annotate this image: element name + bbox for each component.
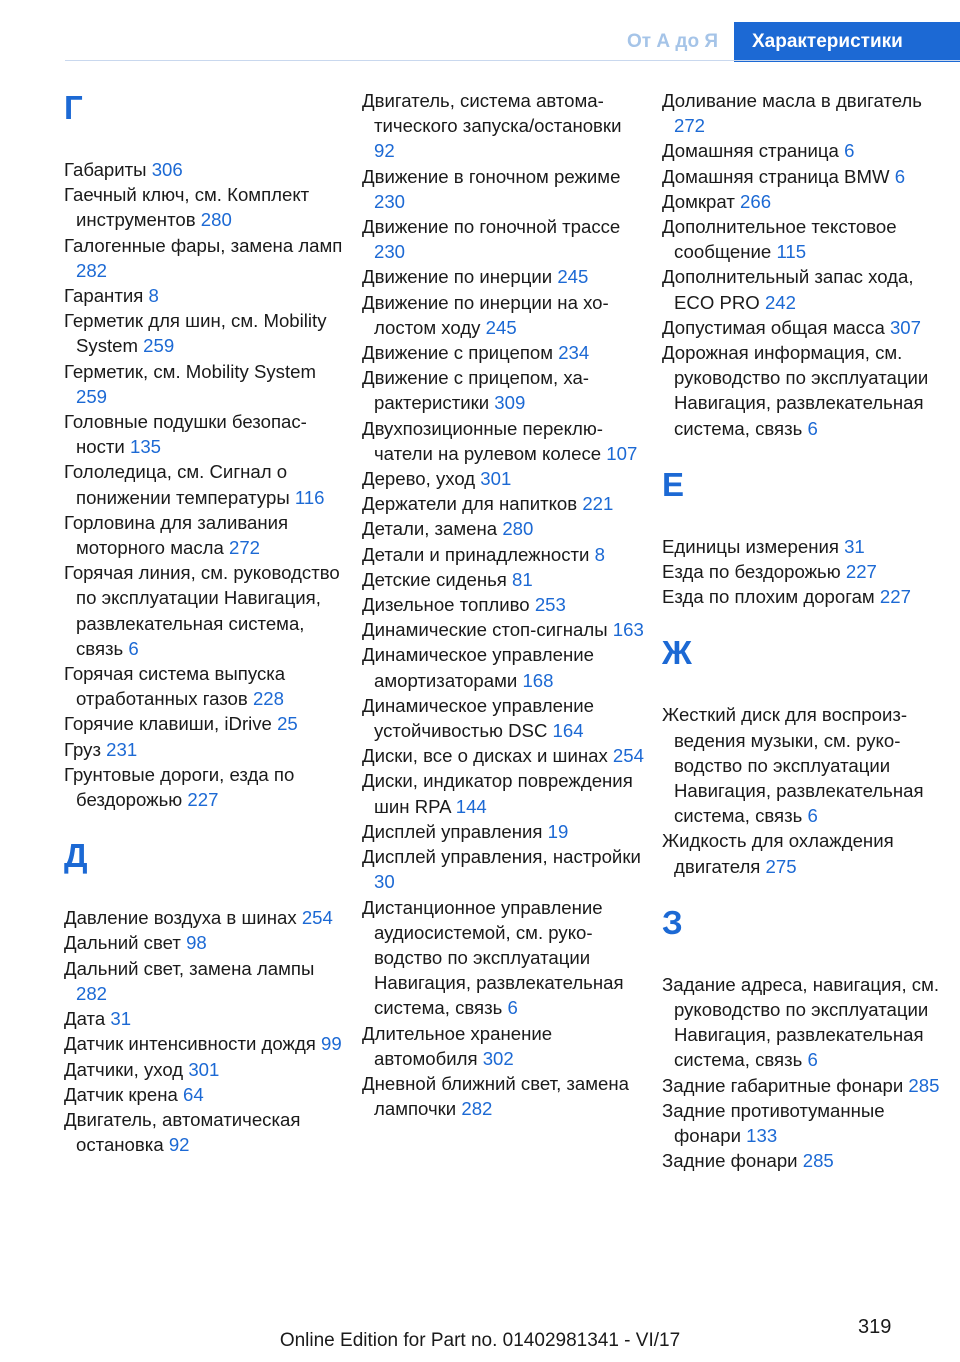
page-link[interactable]: 92 <box>374 140 395 162</box>
index-entry <box>64 233 348 283</box>
index-entry <box>362 164 646 214</box>
page-link[interactable]: 8 <box>594 543 605 565</box>
index-entry <box>662 189 946 214</box>
header-chapter-tab[interactable]: Характеристики <box>734 22 960 62</box>
index-entry <box>64 1031 348 1056</box>
page-link[interactable]: 275 <box>765 855 797 877</box>
index-entry <box>662 315 946 340</box>
index-entry-text: Галогенные фары, замена ламп <box>64 234 343 256</box>
index-entry-text: Доливание масла в двигатель <box>662 90 922 111</box>
index-entry <box>662 264 946 314</box>
index-entry <box>362 1071 646 1121</box>
index-entry-text: Дополнительный запас хода, ECO PRO <box>662 266 914 313</box>
index-entry-text: Движение в гоночном режиме <box>362 165 621 187</box>
index-entry <box>362 768 646 818</box>
index-entry <box>662 138 946 163</box>
header-section-link[interactable]: От А до Я <box>627 31 718 52</box>
index-entry-text: Гололедица, см. Сигнал о понижении температуры <box>64 461 290 508</box>
index-entry <box>64 459 348 509</box>
index-entry-text: Движение с прицепом <box>362 342 554 364</box>
section-letter: Г <box>64 89 83 126</box>
index-entry-text: Детали и принадлежности <box>362 543 590 565</box>
index-entry-text: Домкрат <box>662 190 735 212</box>
index-entry-text: Горячая линия, см. руководство по эксплуатации Навигация, развлекательная система, связь <box>64 562 340 659</box>
index-entry-text: Динамическое управление устойчивостью DSC <box>362 694 594 742</box>
index-entry-text: Дата <box>64 1008 106 1030</box>
index-entry <box>64 762 348 812</box>
index-entry-text: Дисплей управления, настройки <box>362 846 641 868</box>
index-entry <box>362 542 646 567</box>
index-entry-text: Габариты <box>64 159 147 180</box>
page-link[interactable]: 259 <box>143 335 175 357</box>
index-entry <box>64 409 348 459</box>
index-entry <box>362 617 646 642</box>
section-letter: Д <box>64 837 88 875</box>
page-link[interactable]: 230 <box>374 190 406 212</box>
index-entry <box>64 359 348 409</box>
page-link[interactable]: 245 <box>557 266 589 288</box>
index-entry-text: Дерево, уход <box>362 468 476 490</box>
index-entry-text: Давление воздуха в шинах <box>64 907 297 929</box>
index-entry <box>662 214 946 264</box>
page-link[interactable]: 6 <box>807 417 818 439</box>
index-entry <box>362 340 646 365</box>
index-entry <box>662 584 946 609</box>
index-entry-text: Датчики, уход <box>64 1058 184 1080</box>
index-entry-text: Движение с прицепом, характеристики <box>362 367 589 414</box>
index-entry <box>64 1057 348 1082</box>
page-link[interactable]: 6 <box>807 1049 818 1071</box>
index-entry-text: Детские сиденья <box>362 568 507 590</box>
page-link[interactable]: 6 <box>894 165 906 187</box>
index-entry <box>64 1006 348 1031</box>
index-entry-text: Задание адреса, навигация, см. руководство по эксплуатации Навигация, развлекательная система, связь <box>662 973 940 1071</box>
page-link[interactable]: 280 <box>502 518 534 540</box>
index-entry <box>662 1073 946 1098</box>
page-link[interactable]: 307 <box>889 316 921 338</box>
index-entry-text: Динамическое управление амортизаторами <box>362 644 594 691</box>
index-entry <box>362 491 646 516</box>
page-number: 319 <box>858 1316 892 1338</box>
index-entry-text: Дистанционное управление аудиосистемой, см. руководство по эксплуатации Навигация, развлекательная система, связь <box>362 896 624 1019</box>
header-divider <box>65 60 960 61</box>
index-entry <box>662 559 946 584</box>
index-entry-text: Единицы измерения <box>662 535 839 557</box>
index-entry-text: Горловина для заливания моторного масла <box>64 511 289 559</box>
index-entry-text: Движение по гоночной трассе <box>362 216 621 238</box>
index-entry-text: Диски, все о дисках и шинах <box>362 745 608 767</box>
page-link[interactable]: 285 <box>908 1074 940 1096</box>
page-link[interactable]: 6 <box>507 997 518 1019</box>
page-link[interactable]: 163 <box>612 619 644 641</box>
index-entry-text: Дальний свет, замена лампы <box>64 957 315 979</box>
index-entry <box>362 895 646 1021</box>
index-column-3 <box>662 88 946 1174</box>
page-link[interactable]: 302 <box>482 1047 514 1069</box>
page-link[interactable]: 309 <box>494 392 526 414</box>
index-entry-text: Дорожная информация, см. руководство по эксплуатации Навигация, развлекательная система, связь <box>662 342 929 439</box>
index-entry-text: Домашняя страница <box>662 140 839 162</box>
page-link[interactable]: 144 <box>455 795 487 817</box>
index-entry <box>662 340 946 441</box>
index-entry <box>64 711 348 736</box>
page-link[interactable]: 282 <box>76 259 108 281</box>
index-entry <box>64 956 348 1006</box>
index-entry <box>64 510 348 560</box>
page-link[interactable]: 30 <box>374 871 395 893</box>
index-entry <box>362 819 646 844</box>
page-link[interactable]: 31 <box>110 1008 132 1030</box>
page-link[interactable]: 99 <box>321 1033 342 1055</box>
page-link[interactable]: 221 <box>582 493 614 515</box>
page-link[interactable]: 272 <box>674 115 706 137</box>
index-entry <box>362 642 646 692</box>
page-link[interactable]: 168 <box>522 669 554 691</box>
index-entry <box>662 534 946 559</box>
page-link[interactable]: 228 <box>252 688 284 710</box>
page-link[interactable]: 19 <box>547 820 569 842</box>
page-link[interactable]: 259 <box>76 385 108 407</box>
index-entry-text: Дизельное топливо <box>362 594 530 616</box>
page-link[interactable]: 301 <box>188 1058 220 1080</box>
page-link[interactable]: 164 <box>552 720 584 742</box>
index-column-2 <box>362 88 646 1121</box>
page-link[interactable]: 253 <box>534 594 566 616</box>
page-link[interactable]: 272 <box>228 537 261 559</box>
page-link[interactable]: 64 <box>183 1083 204 1105</box>
index-entry <box>362 365 646 415</box>
index-entry <box>64 283 348 308</box>
index-entry <box>64 1082 348 1107</box>
index-entry <box>64 560 348 661</box>
index-entry-text: Герметик, см. Mobility System <box>64 360 316 382</box>
index-entry <box>64 930 348 955</box>
index-entry-text: Держатели для напитков <box>362 493 578 515</box>
index-entry <box>64 737 348 762</box>
page-link[interactable]: 227 <box>879 586 911 608</box>
index-entry <box>362 1021 646 1071</box>
index-entry <box>362 214 646 264</box>
index-entry-text: Герметик для шин, см. Mobility System <box>64 310 327 357</box>
index-entry <box>64 905 348 930</box>
index-entry <box>662 164 946 189</box>
page-link[interactable]: 98 <box>186 932 207 954</box>
page-link[interactable]: 234 <box>558 342 590 364</box>
page-link[interactable]: 301 <box>480 468 512 490</box>
index-entry-text: Задние габаритные фонари <box>662 1074 904 1096</box>
page-link[interactable]: 116 <box>294 486 325 508</box>
page-link[interactable]: 107 <box>606 442 638 464</box>
page-link[interactable]: 133 <box>746 1125 778 1147</box>
index-entry <box>362 743 646 768</box>
page-link[interactable]: 231 <box>106 738 138 760</box>
index-entry <box>362 844 646 894</box>
page-link[interactable]: 282 <box>76 982 108 1004</box>
index-entry-text: Дисплей управления <box>362 820 543 842</box>
index-entry <box>662 972 946 1073</box>
section-letter: З <box>662 903 683 941</box>
index-entry-text: Движение по инерции на холостом ходу <box>362 291 609 338</box>
index-entry-text: Динамические стоп-сигналы <box>362 619 608 641</box>
index-entry <box>362 693 646 743</box>
index-entry <box>362 264 646 289</box>
index-entry <box>662 1148 946 1173</box>
page-link[interactable]: 135 <box>129 436 162 458</box>
page-link[interactable]: 245 <box>485 316 517 338</box>
index-entry <box>662 1098 946 1148</box>
index-entry-text: Детали, замена <box>362 518 498 540</box>
index-entry-text: Горячая система выпуска отработанных газов <box>64 663 286 710</box>
index-entry <box>64 1107 348 1157</box>
index-entry <box>362 466 646 491</box>
page-link[interactable]: 227 <box>845 561 877 583</box>
index-entry-text: Гарантия <box>64 285 144 307</box>
index-entry-text: Двигатель, система автоматического запуска/остановки <box>362 90 622 137</box>
index-entry-text: Жидкость для охлаждения двигателя <box>662 830 894 877</box>
page-link[interactable]: 92 <box>168 1134 190 1156</box>
page-link[interactable]: 254 <box>301 907 333 929</box>
index-entry-text: Датчик интенсивности дождя <box>64 1033 316 1055</box>
page-link[interactable]: 31 <box>844 535 865 557</box>
page-link[interactable]: 242 <box>764 291 796 313</box>
index-entry <box>362 290 646 340</box>
index-entry <box>64 157 348 182</box>
page-link[interactable]: 285 <box>802 1150 834 1172</box>
page-link[interactable]: 81 <box>512 568 533 590</box>
page-link[interactable]: 6 <box>128 637 139 659</box>
index-entry-text: Длительное хранение автомобиля <box>362 1022 553 1069</box>
index-entry <box>662 88 946 138</box>
index-entry <box>662 702 946 828</box>
page-link[interactable]: 230 <box>374 241 406 263</box>
index-entry <box>362 516 646 541</box>
index-entry <box>64 661 348 711</box>
index-entry-text: Грунтовые дороги, езда по бездорожью <box>64 763 295 811</box>
page-link[interactable]: 6 <box>844 140 855 162</box>
page-link[interactable]: 6 <box>807 805 818 827</box>
index-entry-text: Движение по инерции <box>362 266 553 288</box>
index-entry-text: Езда по плохим дорогам <box>662 586 875 608</box>
page-link[interactable]: 266 <box>740 190 772 212</box>
page-link[interactable]: 282 <box>461 1098 493 1120</box>
index-entry-text: Езда по бездорожью <box>662 561 841 583</box>
page-link[interactable]: 8 <box>148 285 159 307</box>
page-link[interactable]: 254 <box>612 745 644 767</box>
index-entry-text: Допустимая общая масса <box>662 316 885 338</box>
index-entry <box>662 828 946 878</box>
index-entry-text: Дальний свет <box>64 932 181 954</box>
index-entry-text: Груз <box>64 738 101 760</box>
index-entry-text: Домашняя страница BMW <box>662 165 890 187</box>
index-entry-text: Горячие клавиши, iDrive <box>64 713 272 735</box>
index-entry-text: Датчик крена <box>64 1083 178 1105</box>
index-entry-text: Дневной ближний свет, замена лампочки <box>362 1072 630 1120</box>
footer-edition: Online Edition for Part no. 01402981341 - VI/17 <box>279 1330 681 1351</box>
page-link[interactable]: 306 <box>151 159 183 180</box>
index-entry-text: Двигатель, автоматическая остановка <box>64 1108 301 1156</box>
page-link[interactable]: 280 <box>200 209 232 231</box>
section-letter: Ж <box>662 634 692 672</box>
page-header <box>611 22 960 62</box>
index-column-1 <box>64 88 348 1157</box>
index-entry <box>64 182 348 232</box>
index-entry-text: Дополнительное текстовое сообщение <box>662 216 897 263</box>
page-link[interactable]: 115 <box>776 241 807 263</box>
page-link[interactable]: 25 <box>277 713 298 735</box>
page-link[interactable]: 227 <box>187 789 219 811</box>
index-entry <box>362 416 646 466</box>
index-entry-text: Диски, индикатор повреждения шин RPA <box>362 770 633 817</box>
index-entry <box>64 308 348 358</box>
index-entry-text: Жесткий диск для воспроизведения музыки, см. руководство по эксплуатации Навигация, развлекательная система, связь <box>662 704 924 827</box>
index-entry-text: Задние фонари <box>662 1150 798 1172</box>
index-entry-text: Гаечный ключ, см. Комплект инструментов <box>64 184 310 231</box>
index-entry <box>362 88 646 164</box>
index-entry-text: Головные подушки безопасности <box>64 411 307 458</box>
index-entry <box>362 592 646 617</box>
section-letter: Е <box>662 465 685 503</box>
index-entry-text: Задние противотуманные фонари <box>662 1099 885 1147</box>
index-entry <box>362 567 646 592</box>
index-entry-text: Двухпозиционные переключатели на рулевом колесе <box>362 417 603 464</box>
